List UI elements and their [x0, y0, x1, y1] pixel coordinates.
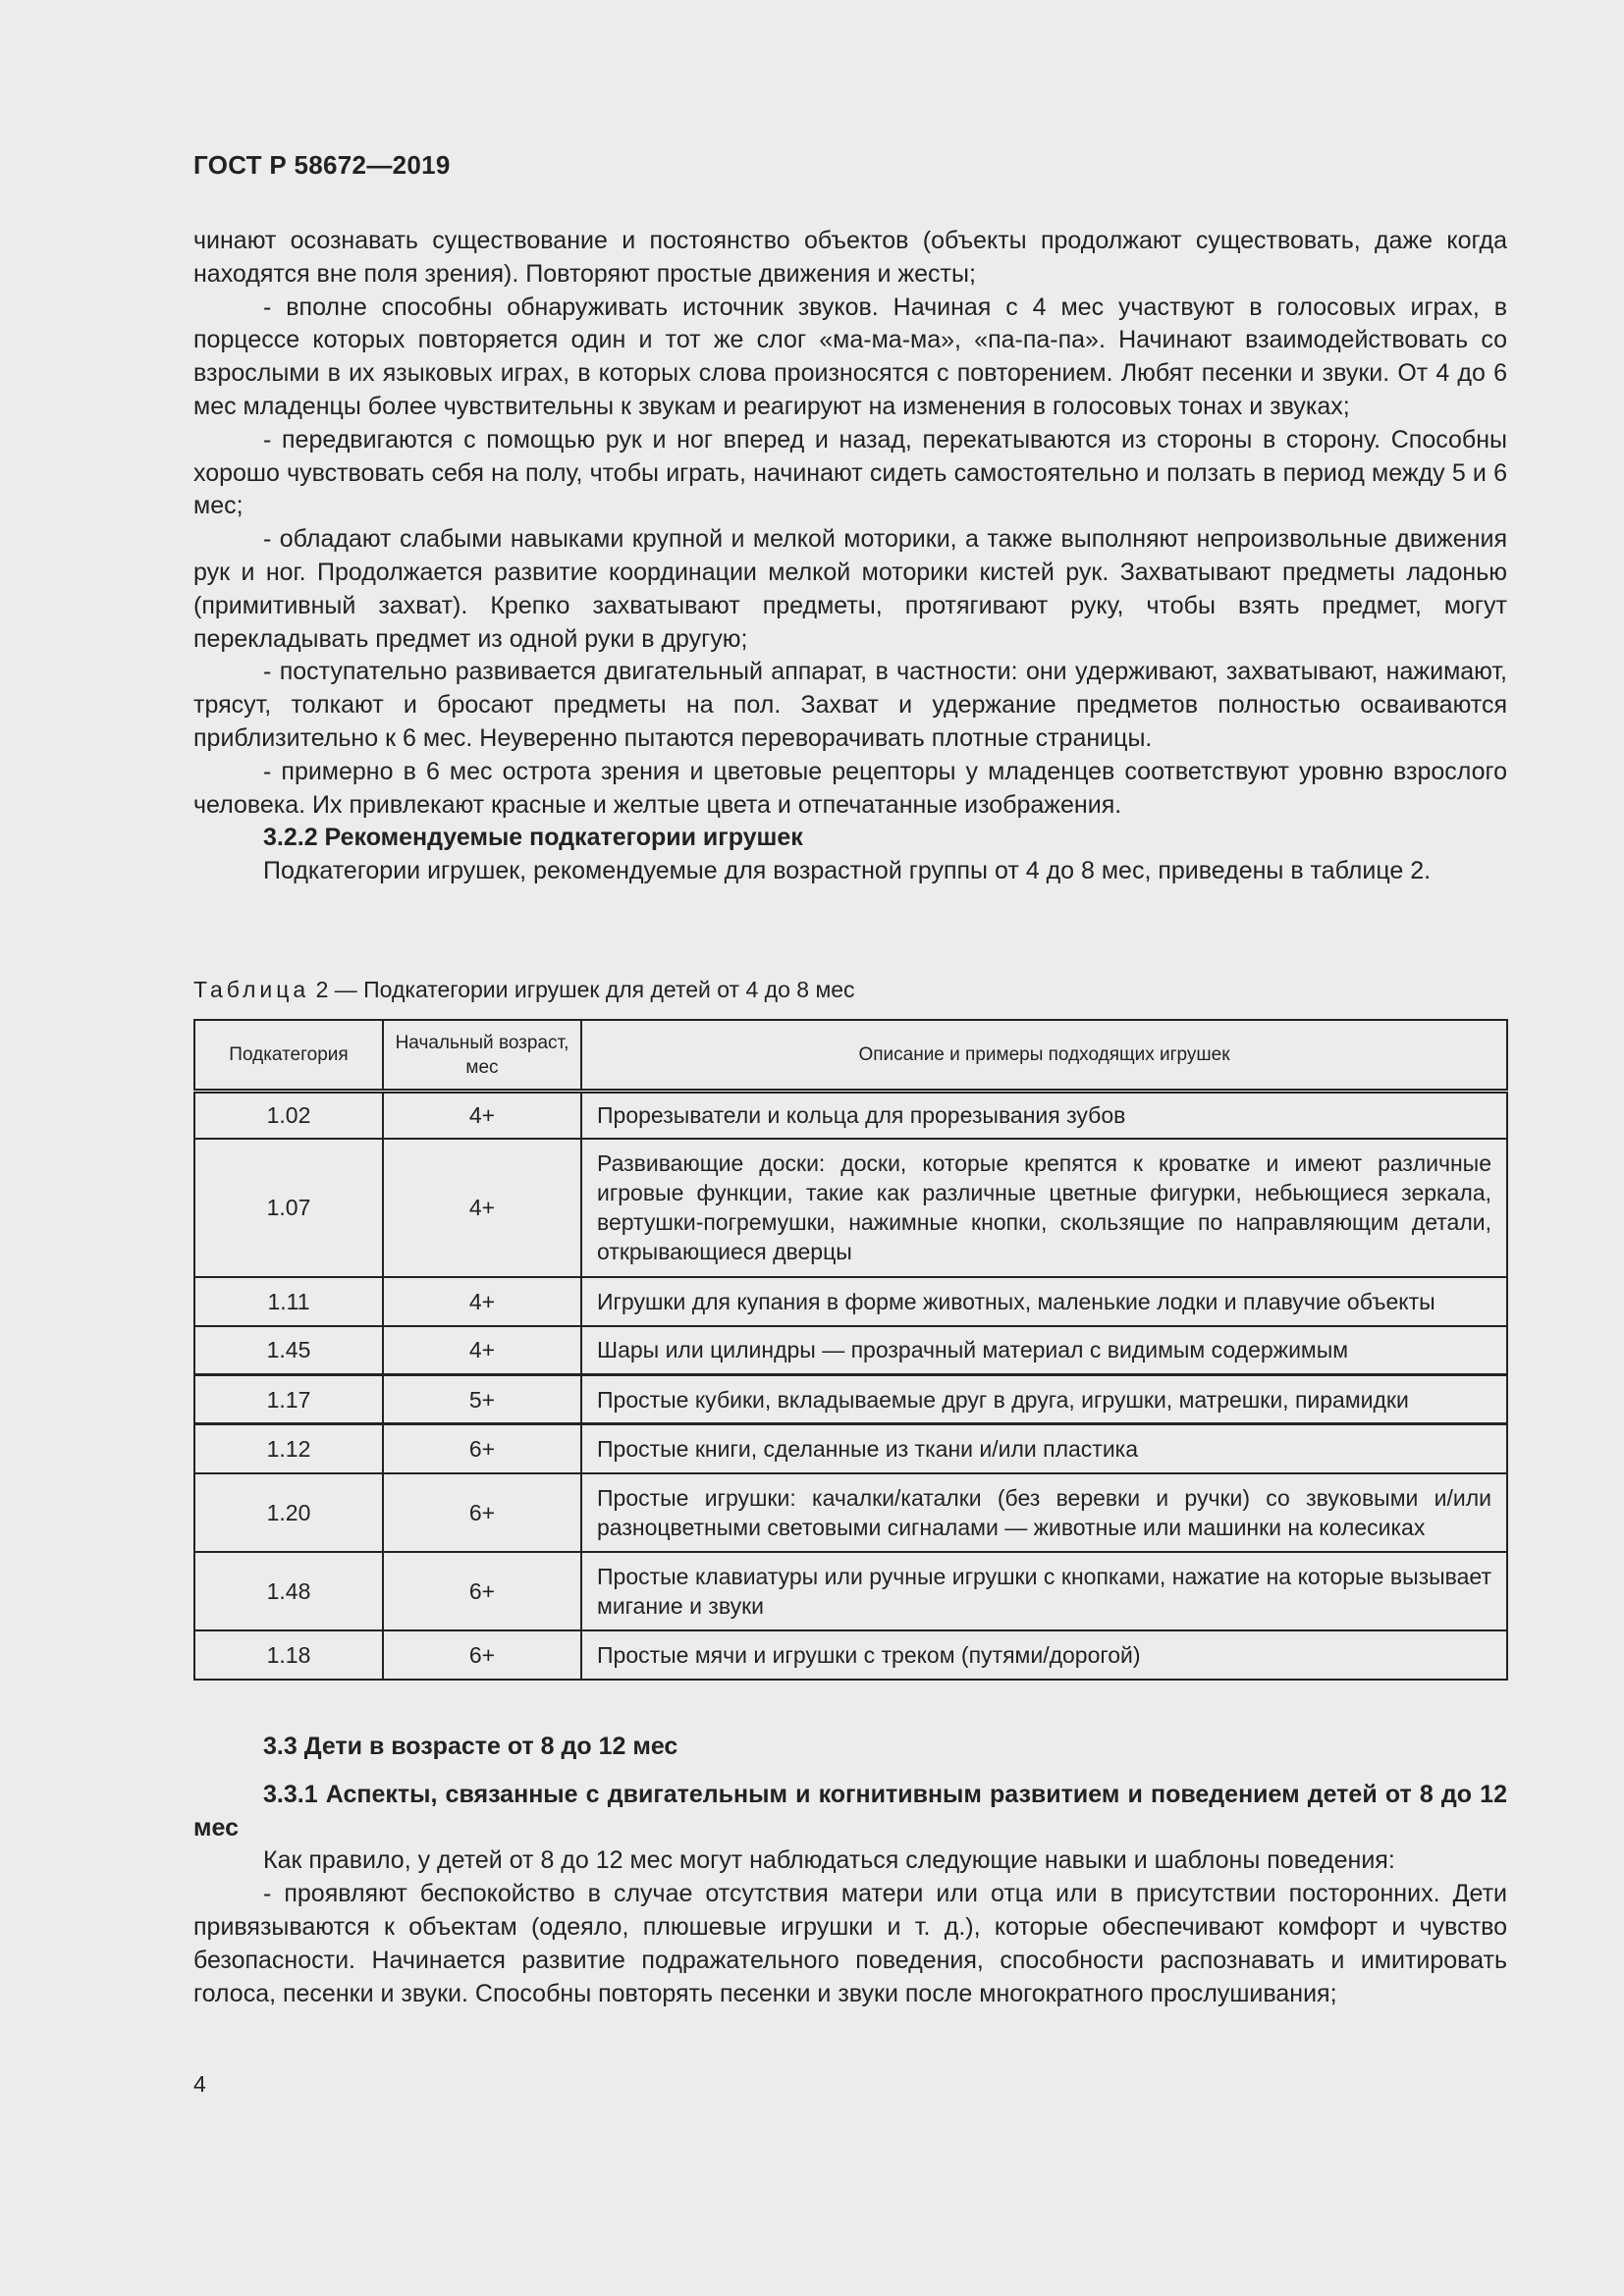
cell-description: Шары или цилиндры — прозрачный материал с видимым содержимым: [581, 1326, 1507, 1375]
list-item-vision: - примерно в 6 мес острота зрения и цветовые рецепторы у младенцев соответствуют уровню взрослого человека. Их привлекают красные и желтые цвета и отпечатанные изображения.: [193, 757, 1507, 819]
cell-code: 1.12: [194, 1424, 383, 1473]
cell-code: 1.48: [194, 1552, 383, 1630]
cell-age: 6+: [383, 1630, 581, 1680]
header-start-age: Начальный возраст, мес: [383, 1020, 581, 1092]
paragraph-table-reference: Подкатегории игрушек, рекомендуемые для возрастной группы от 4 до 8 мес, приведены в таблице 2.: [263, 857, 1432, 885]
table-caption-label: Таблица: [193, 977, 310, 1002]
section-intro: [193, 225, 1507, 888]
paragraph-continuation: чинают осознавать существование и постоянство объектов (объекты продолжают существовать, даже когда находятся вне поля зрения). Повторяют простые движения и жесты;: [193, 227, 1507, 288]
section-heading-3-3: 3.3 Дети в возрасте от 8 до 12 мес: [263, 1733, 678, 1760]
table-row: [194, 1277, 1507, 1326]
page-number: 4: [193, 2071, 206, 2097]
cell-age: 6+: [383, 1552, 581, 1630]
section-heading-3-2-2: 3.2.2 Рекомендуемые подкатегории игрушек: [263, 824, 803, 852]
cell-description: Простые кубики, вкладываемые друг в друга, игрушки, матрешки, пирамидки: [581, 1375, 1507, 1424]
subcategories-table: [193, 1019, 1508, 1681]
table-row: [194, 1630, 1507, 1680]
list-item-sounds: - вполне способны обнаруживать источник звуков. Начиная с 4 мес участвуют в голосовых играх, в порцессе которых повторяется один и тот же слог «ма-ма-ма», «па-па-па». Начинают взаимодействовать со взрослыми в их языковых играх, в которых слова произносятся с повторением. Любят песенки и звуки. От 4 до 6 мес младенцы более чувствительны к звукам и реагируют на изменения в голосовых тонах и звуках;: [193, 293, 1507, 420]
cell-description: Развивающие доски: доски, которые крепятся к кроватке и имеют различные игровые функции, такие как различные цветные фигурки, небьющиеся зеркала, вертушки-погремушки, нажимные кнопки, скользящие по направляющим детали, открывающиеся дверцы: [581, 1139, 1507, 1277]
cell-code: 1.07: [194, 1139, 383, 1277]
table-row: [194, 1375, 1507, 1424]
table-row: [194, 1139, 1507, 1277]
section-3-3: [193, 1731, 1507, 2010]
cell-description: Игрушки для купания в форме животных, маленькие лодки и плавучие объекты: [581, 1277, 1507, 1326]
cell-age: 6+: [383, 1473, 581, 1552]
cell-code: 1.02: [194, 1092, 383, 1139]
cell-description: Простые мячи и игрушки с треком (путями/дорогой): [581, 1630, 1507, 1680]
paragraph-behavior-intro: Как правило, у детей от 8 до 12 мес могут наблюдаться следующие навыки и шаблоны поведения:: [263, 1846, 1395, 1875]
table-row: [194, 1552, 1507, 1630]
document-id: ГОСТ Р 58672—2019: [193, 150, 451, 180]
section-heading-3-3-1: 3.3.1 Аспекты, связанные с двигательным и когнитивным развитием и поведением детей от 8 до 12 мес: [193, 1780, 1507, 1842]
cell-age: 4+: [383, 1326, 581, 1375]
cell-description: Простые клавиатуры или ручные игрушки с кнопками, нажатие на которые вызывает мигание и звуки: [581, 1552, 1507, 1630]
table-caption-text: 2 — Подкатегории игрушек для детей от 4 до 8 мес: [309, 977, 855, 1002]
cell-code: 1.20: [194, 1473, 383, 1552]
table-row: [194, 1424, 1507, 1473]
cell-description: Простые книги, сделанные из ткани и/или пластика: [581, 1424, 1507, 1473]
cell-code: 1.18: [194, 1630, 383, 1680]
list-item-anxiety: - проявляют беспокойство в случае отсутствия матери или отца или в присутствии посторонних. Дети привязываются к объектам (одеяло, плюшевые игрушки и т. д.), которые обеспечивают комфорт и чувство безопасности. Начинается развитие подражательного поведения, способности распознавать и имитировать голоса, песенки и звуки. Способны повторять песенки и звуки после многократного прослушивания;: [193, 1880, 1507, 2007]
cell-age: 6+: [383, 1424, 581, 1473]
table-caption: [193, 977, 855, 1003]
table-row: [194, 1326, 1507, 1375]
cell-age: 4+: [383, 1139, 581, 1277]
cell-code: 1.45: [194, 1326, 383, 1375]
cell-code: 1.11: [194, 1277, 383, 1326]
table-row: [194, 1473, 1507, 1552]
list-item-motor-skills: - обладают слабыми навыками крупной и мелкой моторики, а также выполняют непроизвольные движения рук и ног. Продолжается развитие координации мелкой моторики кистей рук. Захватывают предметы ладонью (примитивный захват). Крепко захватывают предметы, протягивают руку, чтобы взять предмет, могут перекладывать предмет из одной руки в другую;: [193, 525, 1507, 653]
list-item-movement: - передвигаются с помощью рук и ног вперед и назад, перекатываются из стороны в сторону. Способны хорошо чувствовать себя на полу, чтобы играть, начинают сидеть самостоятельно и ползать в период между 5 и 6 мес;: [193, 425, 1507, 520]
header-description: Описание и примеры подходящих игрушек: [581, 1020, 1507, 1092]
cell-description: Простые игрушки: качалки/каталки (без веревки и ручки) со звуковыми и/или разноцветными световыми сигналами — животные или машинки на колесиках: [581, 1473, 1507, 1552]
cell-age: 4+: [383, 1092, 581, 1139]
table-row: [194, 1092, 1507, 1139]
list-item-motor-apparatus: - поступательно развивается двигательный аппарат, в частности: они удерживают, захватывают, нажимают, трясут, толкают и бросают предметы на пол. Захват и удержание предметов полностью осваиваются приблизительно к 6 мес. Неуверенно пытаются переворачивать плотные страницы.: [193, 658, 1507, 752]
header-subcategory: Подкатегория: [194, 1020, 383, 1092]
cell-code: 1.17: [194, 1375, 383, 1424]
table-header-row: [194, 1020, 1507, 1092]
cell-age: 4+: [383, 1277, 581, 1326]
cell-description: Прорезыватели и кольца для прорезывания зубов: [581, 1092, 1507, 1139]
cell-age: 5+: [383, 1375, 581, 1424]
